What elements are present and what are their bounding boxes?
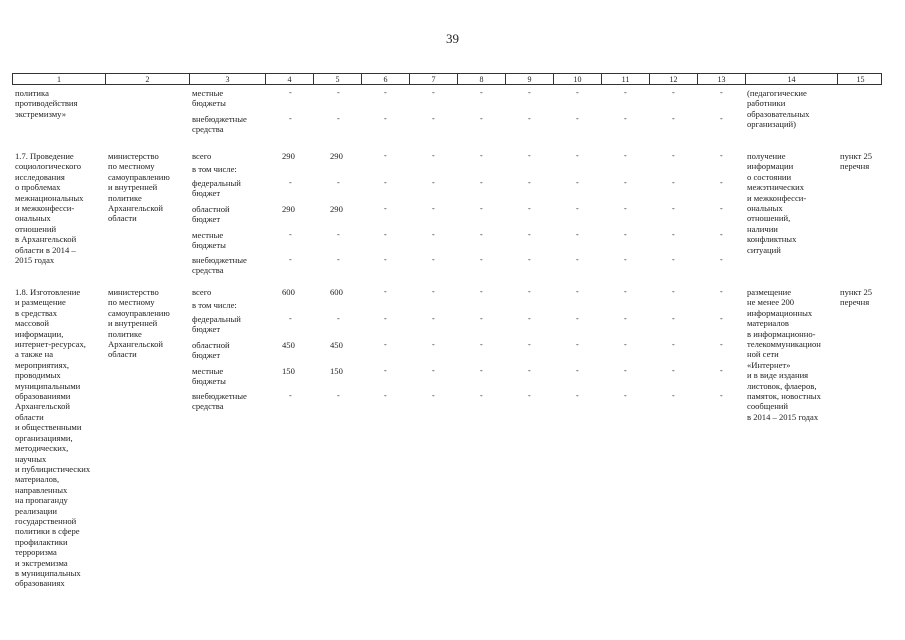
funding-value-2014: 450 [330,340,343,350]
event-description: 1.8. Изготовление и размещение в средствах массовой информации, интернет-ресурсах, а также на мероприятиях, проводимых муниципальными образованиями Архангельской области и общественными организациями, методических, научных и публицистических материалов, направленных на пропаганду реализации государственной политики в сфере профилактики терроризма и экстремизма в муниципальных образованиях [15,287,91,589]
funding-empty-dash: - [576,114,579,123]
reference-item: пункт 25 перечня [840,287,873,308]
funding-empty-dash: - [528,366,531,375]
funding-empty-dash: - [720,114,723,123]
funding-value-2014: 600 [330,287,343,297]
funding-empty-dash: - [576,366,579,375]
reference-item: пункт 25 перечня [840,151,873,172]
responsible-executor: министерство по местному самоуправлению и внутренней политике Архангельской области [108,151,170,224]
funding-value-dash: - [289,178,292,187]
page-number: 39 [446,31,459,46]
funding-empty-dash: - [480,151,483,160]
funding-source-label: федеральный бюджет [192,178,241,199]
funding-value-dash: - [337,391,340,400]
funding-empty-dash: - [624,314,627,323]
header-col-14: 14 [746,74,838,85]
funding-value-dash: - [289,230,292,239]
funding-value-dash: - [289,314,292,323]
funding-empty-dash: - [384,230,387,239]
funding-empty-dash: - [720,391,723,400]
funding-value-total: 150 [282,366,295,376]
funding-empty-dash: - [672,391,675,400]
table-header-row [12,73,882,85]
funding-empty-dash: - [720,255,723,264]
funding-empty-dash: - [576,287,579,296]
header-col-5: 5 [314,74,362,85]
funding-value-dash: - [337,255,340,264]
header-col-13: 13 [698,74,746,85]
funding-empty-dash: - [384,255,387,264]
funding-source-label: местные бюджеты [192,88,226,109]
funding-empty-dash: - [384,114,387,123]
funding-empty-dash: - [432,255,435,264]
funding-empty-dash: - [384,204,387,213]
funding-empty-dash: - [432,314,435,323]
event-description: политика противодействия экстремизму» [15,88,78,119]
funding-value-dash: - [289,391,292,400]
funding-empty-dash: - [720,287,723,296]
funding-empty-dash: - [384,391,387,400]
funding-empty-dash: - [720,340,723,349]
header-col-9: 9 [506,74,554,85]
funding-empty-dash: - [384,340,387,349]
funding-empty-dash: - [384,88,387,97]
funding-empty-dash: - [528,287,531,296]
funding-empty-dash: - [624,88,627,97]
funding-empty-dash: - [576,178,579,187]
funding-empty-dash: - [576,340,579,349]
funding-value-dash: - [337,178,340,187]
funding-source-label: областной бюджет [192,204,230,225]
funding-empty-dash: - [720,178,723,187]
funding-value-dash: - [289,114,292,123]
funding-empty-dash: - [624,204,627,213]
funding-empty-dash: - [624,340,627,349]
header-col-12: 12 [650,74,698,85]
header-col-11: 11 [602,74,650,85]
funding-empty-dash: - [432,151,435,160]
funding-empty-dash: - [480,340,483,349]
funding-value-dash: - [337,314,340,323]
funding-empty-dash: - [432,204,435,213]
funding-empty-dash: - [432,178,435,187]
funding-empty-dash: - [576,314,579,323]
funding-empty-dash: - [624,366,627,375]
funding-empty-dash: - [480,88,483,97]
funding-empty-dash: - [576,255,579,264]
funding-empty-dash: - [384,287,387,296]
funding-empty-dash: - [480,255,483,264]
funding-empty-dash: - [624,178,627,187]
funding-empty-dash: - [720,204,723,213]
event-description: 1.7. Проведение социологического исследования о проблемах межнациональных и межконфесси- ональных отношений в Архангельской области в 2014 – 2015 годах [15,151,84,266]
funding-empty-dash: - [624,114,627,123]
funding-source-label: всего [192,287,212,297]
funding-empty-dash: - [432,114,435,123]
funding-empty-dash: - [624,287,627,296]
funding-empty-dash: - [672,114,675,123]
header-col-2: 2 [106,74,190,85]
funding-empty-dash: - [480,204,483,213]
funding-empty-dash: - [480,287,483,296]
funding-source-label: всего [192,151,212,161]
funding-empty-dash: - [528,114,531,123]
funding-empty-dash: - [528,204,531,213]
funding-source-label: внебюджетные средства [192,391,247,412]
funding-empty-dash: - [672,314,675,323]
header-col-1: 1 [13,74,106,85]
funding-source-label: в том числе: [192,164,237,174]
funding-empty-dash: - [480,366,483,375]
funding-empty-dash: - [720,88,723,97]
funding-empty-dash: - [528,391,531,400]
funding-value-dash: - [337,230,340,239]
funding-empty-dash: - [384,366,387,375]
funding-empty-dash: - [384,151,387,160]
funding-empty-dash: - [720,230,723,239]
header-col-10: 10 [554,74,602,85]
funding-value-dash: - [337,88,340,97]
funding-empty-dash: - [672,366,675,375]
funding-empty-dash: - [432,88,435,97]
funding-empty-dash: - [480,314,483,323]
funding-empty-dash: - [672,230,675,239]
funding-empty-dash: - [720,366,723,375]
funding-source-label: внебюджетные средства [192,114,247,135]
funding-empty-dash: - [672,178,675,187]
header-col-3: 3 [190,74,266,85]
funding-source-label: в том числе: [192,300,237,310]
funding-empty-dash: - [576,204,579,213]
funding-empty-dash: - [528,255,531,264]
funding-value-2014: 290 [330,151,343,161]
funding-source-label: внебюджетные средства [192,255,247,276]
funding-empty-dash: - [480,230,483,239]
funding-empty-dash: - [624,230,627,239]
funding-empty-dash: - [480,114,483,123]
funding-empty-dash: - [480,178,483,187]
header-col-4: 4 [266,74,314,85]
header-col-6: 6 [362,74,410,85]
funding-empty-dash: - [624,151,627,160]
header-col-8: 8 [458,74,506,85]
funding-value-dash: - [289,255,292,264]
funding-empty-dash: - [576,391,579,400]
header-col-15: 15 [856,75,865,84]
funding-source-label: местные бюджеты [192,366,226,387]
funding-value-2014: 150 [330,366,343,376]
funding-value-2014: 290 [330,204,343,214]
funding-value-dash: - [289,88,292,97]
funding-value-total: 290 [282,151,295,161]
expected-result: получение информации о состоянии межэтнических и межконфесси- ональных отношений, наличии конфликтных ситуаций [747,151,807,255]
funding-empty-dash: - [672,340,675,349]
funding-source-label: местные бюджеты [192,230,226,251]
funding-source-label: областной бюджет [192,340,230,361]
funding-empty-dash: - [384,314,387,323]
funding-empty-dash: - [576,230,579,239]
funding-empty-dash: - [624,391,627,400]
expected-result: размещение не менее 200 информационных материалов в информационно- телекоммуникацион ной сети «Интернет» и в виде издания листовок, флаеров, памяток, новостных сообщений в 2014 – 2015 годах [747,287,821,422]
funding-empty-dash: - [720,314,723,323]
funding-empty-dash: - [528,340,531,349]
funding-empty-dash: - [432,287,435,296]
funding-empty-dash: - [720,151,723,160]
funding-value-dash: - [337,114,340,123]
funding-value-total: 600 [282,287,295,297]
funding-empty-dash: - [432,366,435,375]
header-col-7: 7 [410,74,458,85]
funding-empty-dash: - [432,230,435,239]
funding-source-label: федеральный бюджет [192,314,241,335]
funding-empty-dash: - [672,255,675,264]
funding-empty-dash: - [576,151,579,160]
funding-empty-dash: - [528,151,531,160]
funding-empty-dash: - [528,230,531,239]
funding-empty-dash: - [624,255,627,264]
funding-value-total: 450 [282,340,295,350]
funding-empty-dash: - [528,88,531,97]
funding-empty-dash: - [432,391,435,400]
expected-result: (педагогические работники образовательных организаций) [747,88,810,130]
funding-empty-dash: - [576,88,579,97]
funding-empty-dash: - [384,178,387,187]
funding-empty-dash: - [672,287,675,296]
responsible-executor: министерство по местному самоуправлению и внутренней политике Архангельской области [108,287,170,360]
funding-empty-dash: - [528,178,531,187]
funding-empty-dash: - [432,340,435,349]
funding-empty-dash: - [672,204,675,213]
funding-empty-dash: - [672,88,675,97]
funding-empty-dash: - [528,314,531,323]
funding-empty-dash: - [480,391,483,400]
funding-value-total: 290 [282,204,295,214]
funding-empty-dash: - [672,151,675,160]
